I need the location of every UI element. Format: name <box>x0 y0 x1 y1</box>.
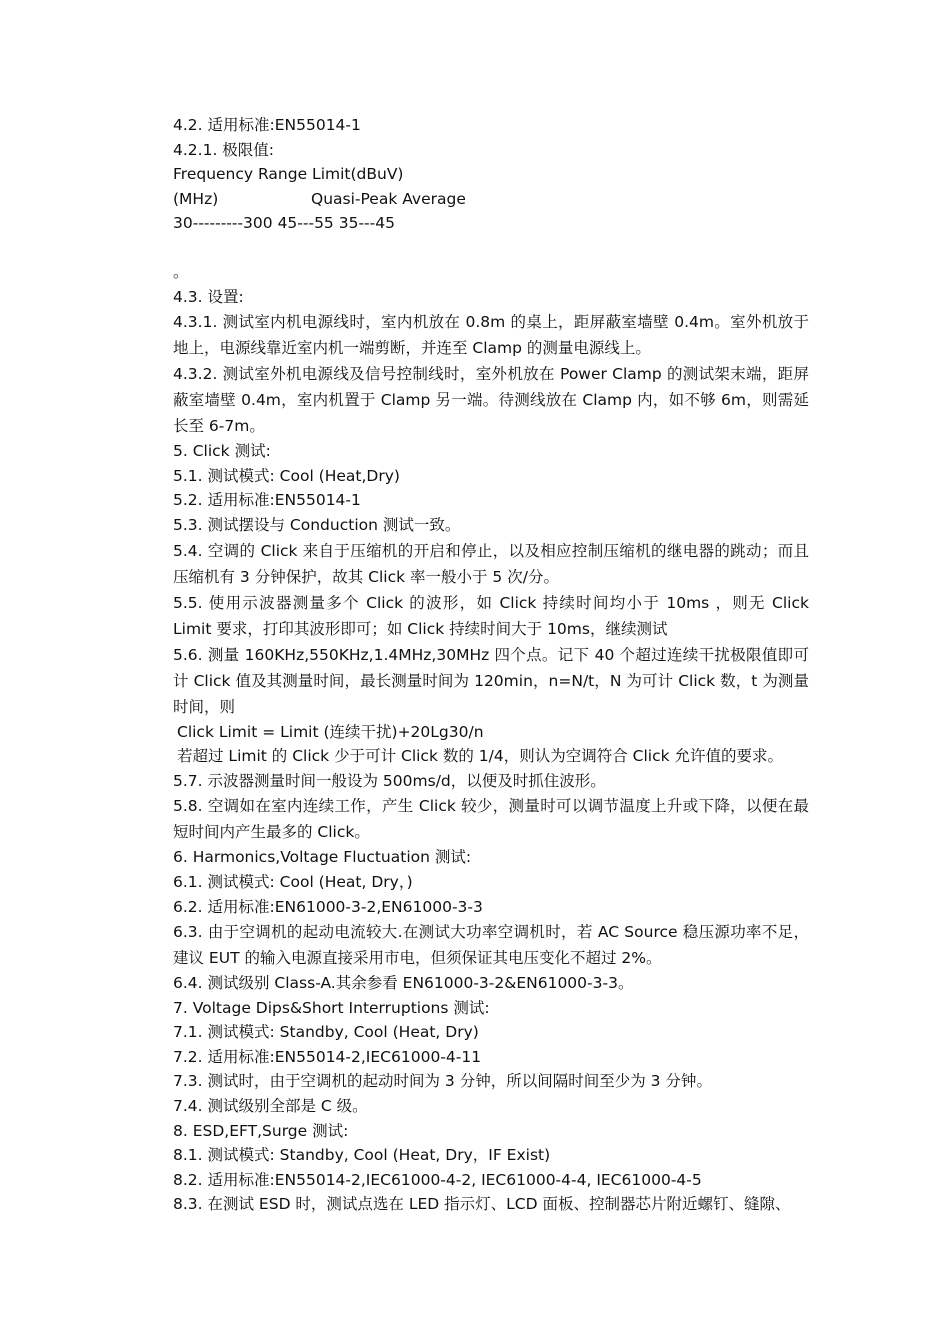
limit-table-header <box>173 187 809 212</box>
paragraph-7-3: 7.3. 测试时，由于空调机的起动时间为 3 分钟，所以间隔时间至少为 3 分钟。 <box>173 1072 712 1091</box>
section-4-2-1-heading: 4.2.1. 极限值: <box>173 140 275 159</box>
paragraph-6-4: 6.4. 测试级别 Class-A.其余参看 EN61000-3-2&EN61000-3-3。 <box>173 974 634 993</box>
paragraph-6-2: 6.2. 适用标准:EN61000-3-2,EN61000-3-3 <box>173 897 483 916</box>
paragraph-5-5: 5.5. 使用示波器测量多个 Click 的波形，如 Click 持续时间均小于 10ms ，则无 Click Limit 要求，打印其波形即可；如 Click 持续时间大于 10ms，继续测试 <box>173 593 809 638</box>
paragraph-6-1: 6.1. 测试模式: Cool (Heat, Dry，) <box>173 872 413 891</box>
paragraph-4-3-1: 4.3.1. 测试室内机电源线时，室内机放在 0.8m 的桌上，距屏蔽室墙壁 0.4m。室外机放于地上，电源线靠近室内机一端剪断，并连至 Clamp 的测量电源线上。 <box>173 313 809 358</box>
section-5-heading: 5. Click 测试: <box>173 442 271 461</box>
paragraph-4-3-2: 4.3.2. 测试室外机电源线及信号控制线时，室外机放在 Power Clamp 的测试架末端，距屏蔽室墙壁 0.4m，室内机置于 Clamp 另一端。待测线放在 Clamp 内，如不够 6m，则需延长至 6-7m。 <box>173 365 809 436</box>
section-7-heading: 7. Voltage Dips&Short Interruptions 测试: <box>173 998 490 1017</box>
paragraph-7-4: 7.4. 测试级别全部是 C 级。 <box>173 1097 368 1116</box>
section-4-3-heading: 4.3. 设置: <box>173 287 244 306</box>
paragraph-8-3: 8.3. 在测试 ESD 时，测试点选在 LED 指示灯、LCD 面板、控制器芯片附近螺钉、缝隙、 <box>173 1195 791 1214</box>
paragraph-5-7: 5.7. 示波器测量时间一般设为 500ms/d，以便及时抓住波形。 <box>173 771 606 790</box>
section-4-2-heading: 4.2. 适用标准:EN55014-1 <box>173 116 361 134</box>
blank-line <box>173 236 809 260</box>
paragraph-5-4: 5.4. 空调的 Click 来自于压缩机的开启和停止，以及相应控制压缩机的继电器的跳动；而且压缩机有 3 分钟保护，故其 Click 率一般小于 5 次/分。 <box>173 541 809 586</box>
paragraph-7-1: 7.1. 测试模式: Standby, Cool (Heat, Dry) <box>173 1023 479 1042</box>
limit-table-title: Frequency Range Limit(dBuV) <box>173 165 404 184</box>
section-6-heading: 6. Harmonics,Voltage Fluctuation 测试: <box>173 848 472 867</box>
paragraph-7-2: 7.2. 适用标准:EN55014-2,IEC61000-4-11 <box>173 1047 482 1066</box>
paragraph-6-3: 6.3. 由于空调机的起动电流较大.在测试大功率空调机时，若 AC Source 稳压源功率不足，建议 EUT 的输入电源直接采用市电，但须保证其电压变化不超过 2%。 <box>173 923 809 968</box>
paragraph-5-6: 5.6. 测量 160KHz,550KHz,1.4MHz,30MHz 四个点。记下 40 个超过连续干扰极限值即可计 Click 值及其测量时间，最长测量时间为 120min，n=N/t，N 为可计 Click 数，t 为测量时间，则 <box>173 645 809 716</box>
document-body <box>173 113 809 1217</box>
limit-table-columns: Quasi-Peak Average <box>311 189 466 208</box>
paragraph-8-1: 8.1. 测试模式: Standby, Cool (Heat, Dry，IF Exist) <box>173 1146 551 1165</box>
paragraph-5-3: 5.3. 测试摆设与 Conduction 测试一致。 <box>173 515 461 534</box>
paragraph-5-8: 5.8. 空调如在室内连续工作，产生 Click 较少，测量时可以调节温度上升或下降，以便在最短时间内产生最多的 Click。 <box>173 797 809 842</box>
limit-table-row: 30---------300 45---55 35---45 <box>173 214 395 233</box>
click-limit-criterion: 若超过 Limit 的 Click 少于可计 Click 数的 1/4，则认为空调符合 Click 允许值的要求。 <box>177 747 784 766</box>
paragraph-5-2: 5.2. 适用标准:EN55014-1 <box>173 491 361 510</box>
paragraph-5-1: 5.1. 测试模式: Cool (Heat,Dry) <box>173 466 400 485</box>
paragraph-8-2: 8.2. 适用标准:EN55014-2,IEC61000-4-2, IEC61000-4-4, IEC61000-4-5 <box>173 1170 702 1189</box>
click-limit-formula: Click Limit = Limit (连续干扰)+20Lg30/n <box>177 722 484 741</box>
stray-period: 。 <box>173 262 189 281</box>
limit-table-unit: (MHz) <box>173 189 219 208</box>
section-8-heading: 8. ESD,EFT,Surge 测试: <box>173 1121 349 1140</box>
